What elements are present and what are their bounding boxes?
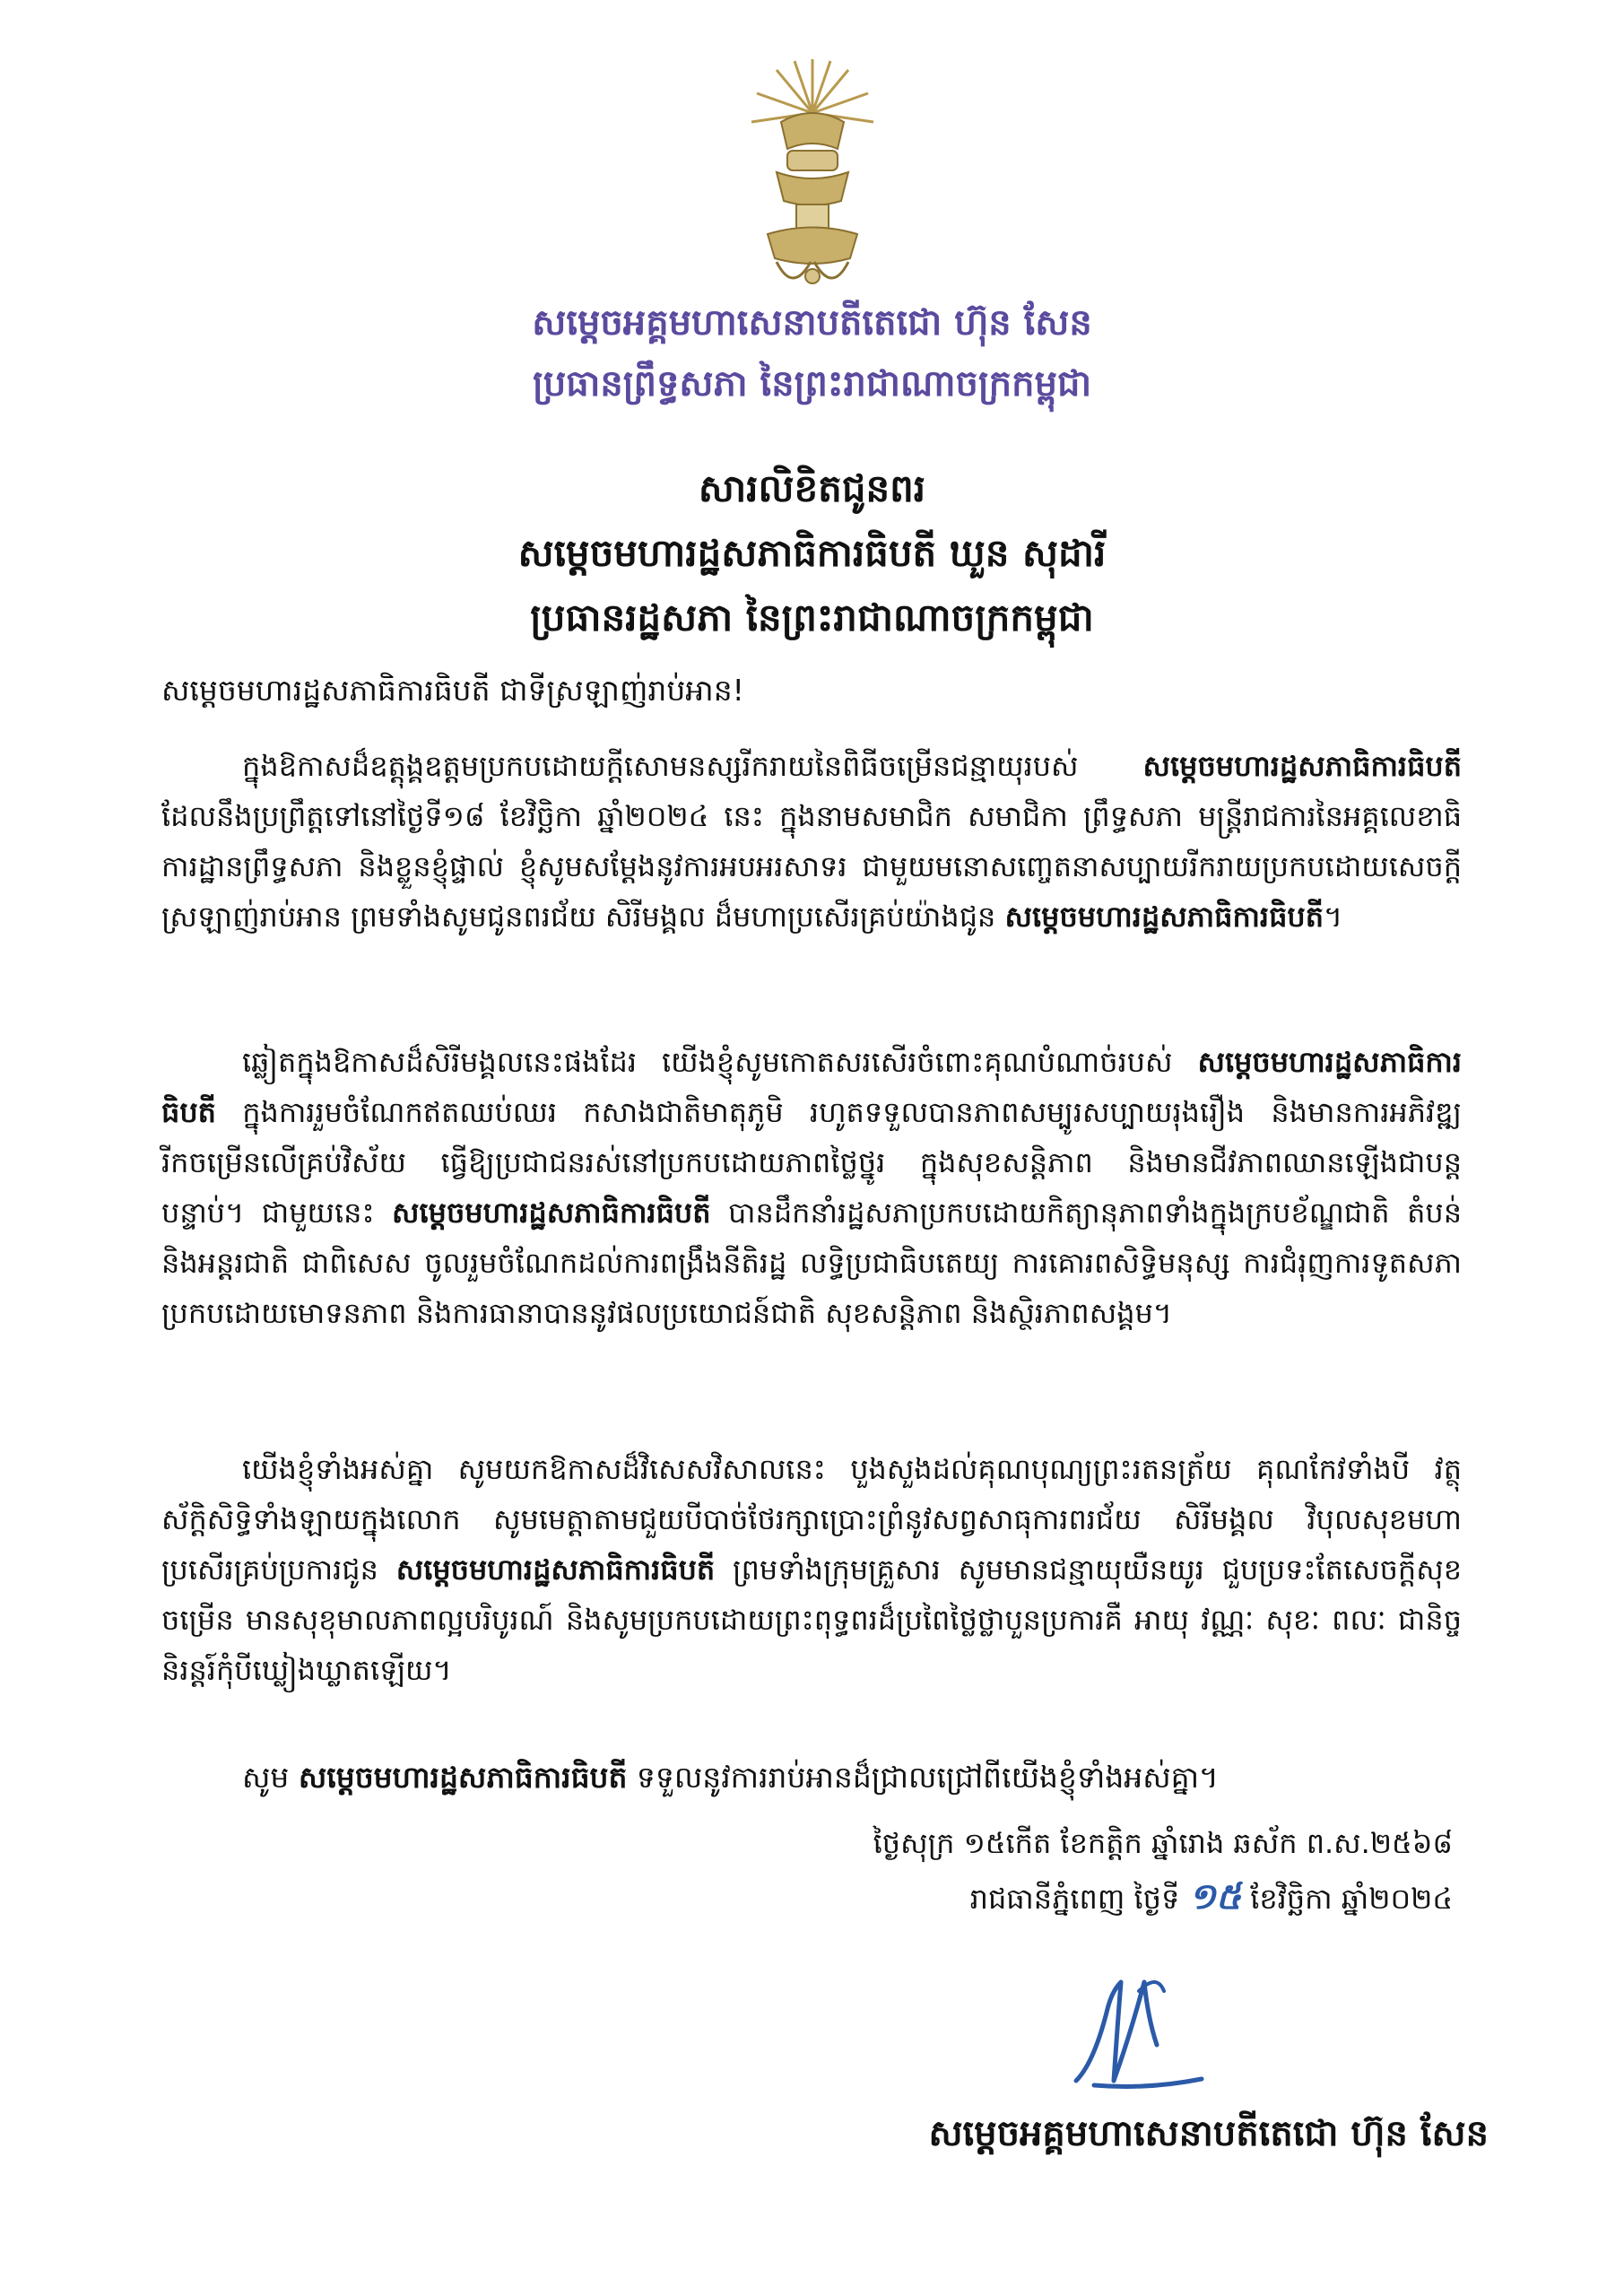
p2-text-a: ឆ្លៀតក្នុងឱកាសដ៏សិរីមង្គលនេះផងដែរ យើងខ្ញុំសូមកោតសរសើរចំពោះគុណបំណាច់របស់ [242,1045,1198,1079]
p3-honorific: សម្ដេចមហារដ្ឋសភាធិការធិបតី [395,1552,716,1587]
p2-text-e: បានដឹកនាំរដ្ឋសភាប្រកបដោយកិត្យានុភាពទាំងក្នុងក្របខ័ណ្ឌជាតិ តំបន់ និងអន្តរជាតិ ជាពិសេស ចូលរួមចំណែកដល់ការពង្រឹងនីតិរដ្ឋ លទ្ធិប្រជាធិបតេយ្យ ការគោរពសិទ្ធិមនុស្ស ការជំរុញការទូតសភាប្រកបដោយមោទនភាព និងការធានាបាននូវផលប្រយោជន៍ជាតិ សុខសន្តិភាព និងស្ថិរភាពសង្គម។ [161,1196,1462,1330]
p3-text-c: ព្រមទាំងក្រុមគ្រួសារ សូមមានជន្មាយុយឺនយូរ ជួបប្រទះតែសេចក្ដីសុខចម្រើន មានសុខុមាលភាពល្អបរិបូរណ៍ និងសូមប្រកបដោយព្រះពុទ្ធពរដ៏ប្រពៃថ្លៃថ្លាបួនប្រការគឺ អាយុ វណ្ណៈ សុខៈ ពលៈ ជានិច្ចនិរន្តរ៍កុំបីឃ្លៀងឃ្លាតឡើយ។ [161,1552,1463,1687]
senate-emblem-icon [741,50,884,301]
body-paragraph-2 [161,1037,1462,1338]
body-paragraph-1 [161,741,1462,942]
closing-line [242,1752,1498,1803]
solar-date-suffix: ខែវិច្ឆិកា ឆ្នាំ២០២៤ [1241,1882,1453,1916]
letter-title: សារលិខិតជូនពរ [698,466,926,510]
closing-text-c: ទទួលនូវការរាប់អានដ៏ជ្រាលជ្រៅពីយើងខ្ញុំទាំងអស់គ្នា។ [627,1760,1219,1795]
solar-date [628,1873,1453,1923]
signature-icon [1058,1955,1220,2099]
lunar-date: ថ្ងៃសុក្រ ១៥កើត ខែកត្ដិក ឆ្នាំរោង ឆស័ក ព.ស.២៥៦៨ [873,1826,1453,1860]
sender-name: សម្ដេចអគ្គមហាសេនាបតីតេជោ ហ៊ុន សែន [532,302,1092,344]
p2-honorific-2: សម្ដេចមហារដ្ឋសភាធិការធិបតី [392,1196,711,1230]
body-paragraph-3 [161,1444,1462,1695]
sender-title: ប្រធានព្រឹទ្ធសភា នៃព្រះរាជាណាចក្រកម្ពុជា [532,363,1092,404]
solar-date-prefix: រាជធានីភ្នំពេញ ថ្ងៃទី [969,1882,1189,1916]
p1-honorific-2: សម្ដេចមហារដ្ឋសភាធិការធិបតី [1004,900,1324,934]
recipient-name: សម្ដេចមហារដ្ឋសភាធិការធិបតី ឃួន សុដារី [517,531,1107,575]
p1-text-e: ។ [1324,900,1343,934]
closing-text-a: សូម [242,1760,299,1795]
p1-text-c: ដែលនឹងប្រព្រឹត្តទៅនៅថ្ងៃទី១៨ ខែវិច្ឆិកា ឆ្នាំ២០២៤ នេះ ក្នុងនាមសមាជិក សមាជិកា ព្រឹទ្ធសភា មន្ត្រីរាជការនៃអគ្គលេខាធិការដ្ឋានព្រឹទ្ធសភា និងខ្លួនខ្ញុំផ្ទាល់ ខ្ញុំសូមសម្ដែងនូវការអបអរសាទរ ជាមួយមនោសញ្ចេតនាសប្បាយរីករាយប្រកបដោយសេចក្ដីស្រឡាញ់រាប់អាន ព្រមទាំងសូមជូនពរជ័យ សិរីមង្គល ដ៏មហាប្រសើរគ្រប់យ៉ាងជូន [161,799,1462,934]
p2-text-c: ក្នុងការរួមចំណែកឥតឈប់ឈរ កសាងជាតិមាតុភូមិ រហូតទទួលបានភាពសម្បូរសប្បាយរុងរឿង និងមានការអភិវឌ្ឍរីកចម្រើនលើគ្រប់វិស័យ ធ្វើឱ្យប្រជាជនរស់នៅប្រកបដោយភាពថ្លៃថ្នូរ ក្នុងសុខសន្តិភាព និងមានជីវភាពឈានឡើងជាបន្តបន្ទាប់។ ជាមួយនេះ [161,1095,1462,1230]
p1-honorific-1: សម្ដេចមហារដ្ឋសភាធិការធិបតី [1142,749,1462,783]
p2-honorific-1: សម្ដេចមហារដ្ឋសភាធិការធិបតី [161,1045,1462,1129]
salutation: សម្ដេចមហារដ្ឋសភាធិការធិបតី ជាទីស្រឡាញ់រាប់អាន! [161,673,744,708]
signer-name: សម្ដេចអគ្គមហាសេនាបតីតេជោ ហ៊ុន សែន [928,2113,1489,2154]
handwritten-day: ១៥ [1188,1876,1242,1918]
p1-text-a: ក្នុងឱកាសដ៏ឧត្ដុង្គឧត្ដមប្រកបដោយក្ដីសោមនស្សរីករាយនៃពិធីចម្រើនជន្មាយុរបស់ [242,749,1143,783]
recipient-title: ប្រធានរដ្ឋសភា នៃព្រះរាជាណាចក្រកម្ពុជា [530,596,1094,639]
closing-honorific: សម្ដេចមហារដ្ឋសភាធិការធិបតី [298,1760,628,1795]
p3-text-a: យើងខ្ញុំទាំងអស់គ្នា សូមយកឱកាសដ៏វិសេសវិសាលនេះ បួងសួងដល់គុណបុណ្យព្រះរតនត្រ័យ គុណកែវទាំងបី វត្ថុស័ក្តិសិទ្ធិទាំងឡាយក្នុងលោក សូមមេត្តាតាមជួយបីបាច់ថែរក្សាប្រោះព្រំនូវសព្វសាធុការពរជ័យ សិរីមង្គល វិបុលសុខមហាប្រសើរគ្រប់ប្រការជូន [161,1452,1462,1587]
